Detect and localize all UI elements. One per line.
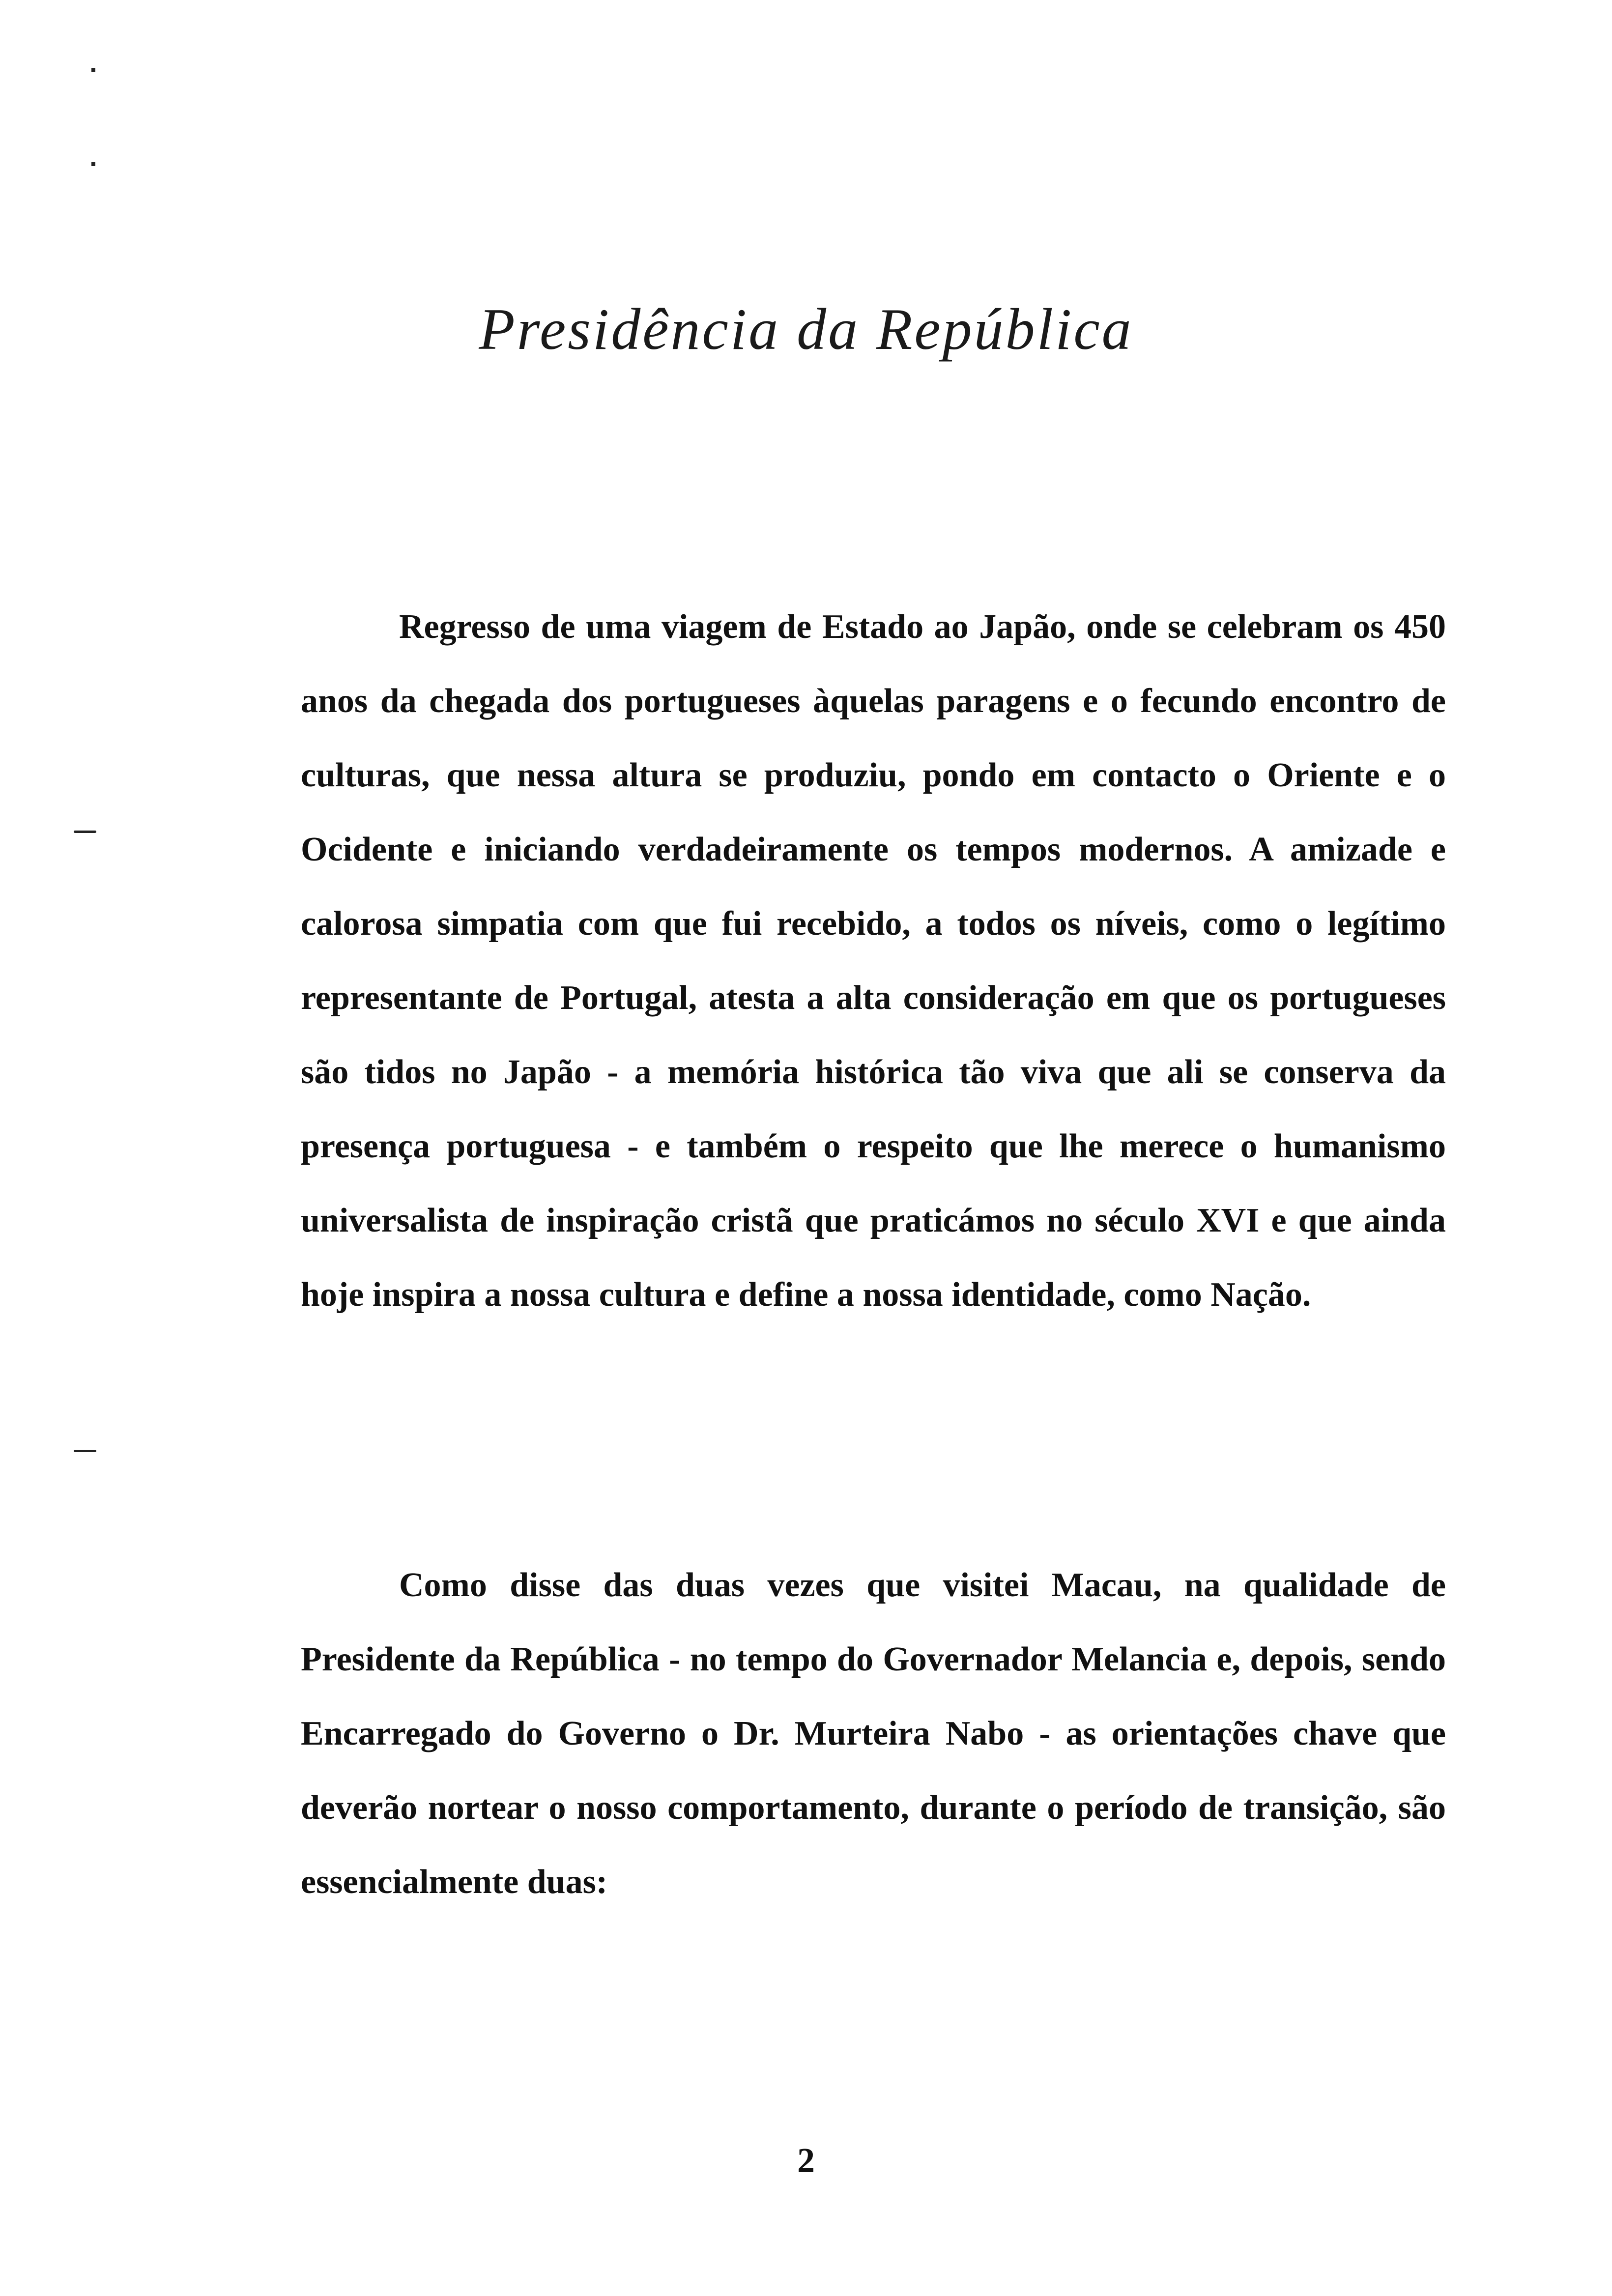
page-number: 2 [797, 2141, 815, 2180]
body-paragraph-1: Regresso de uma viagem de Estado ao Japão, onde se celebram os 450 anos da chegada dos portugueses àquelas paragens e o fecundo encontro de culturas, que nessa altura se produziu, pondo em contacto o Oriente e o Ocidente e iniciando verdadeiramente os tempos modernos. A amizade e calorosa simpatia com que fui recebido, a todos os níveis, como o legítimo representante de Portugal, atesta a alta consideração em que os portugueses são tidos no Japão - a memória histórica tão viva que ali se conserva da presença portuguesa - e também o respeito que lhe merece o humanismo universalista de inspiração cristã que praticámos no século XVI e que ainda hoje inspira a nossa cultura e define a nossa identidade, como Nação. [301, 608, 1446, 1314]
scan-mark [91, 162, 95, 166]
scan-mark [91, 68, 95, 72]
letterhead: Presidência da República [479, 296, 1133, 362]
scan-mark [74, 831, 96, 833]
scan-mark [74, 1450, 96, 1452]
body-paragraph-2: Como disse das duas vezes que visitei Macau, na qualidade de Presidente da República - no tempo do Governador Melancia e, depois, sendo Encarregado do Governo o Dr. Murteira Nabo - as orientações chave que deverão nortear o nosso comportamento, durante o período de transição, são essencialmente duas: [301, 1566, 1446, 1901]
